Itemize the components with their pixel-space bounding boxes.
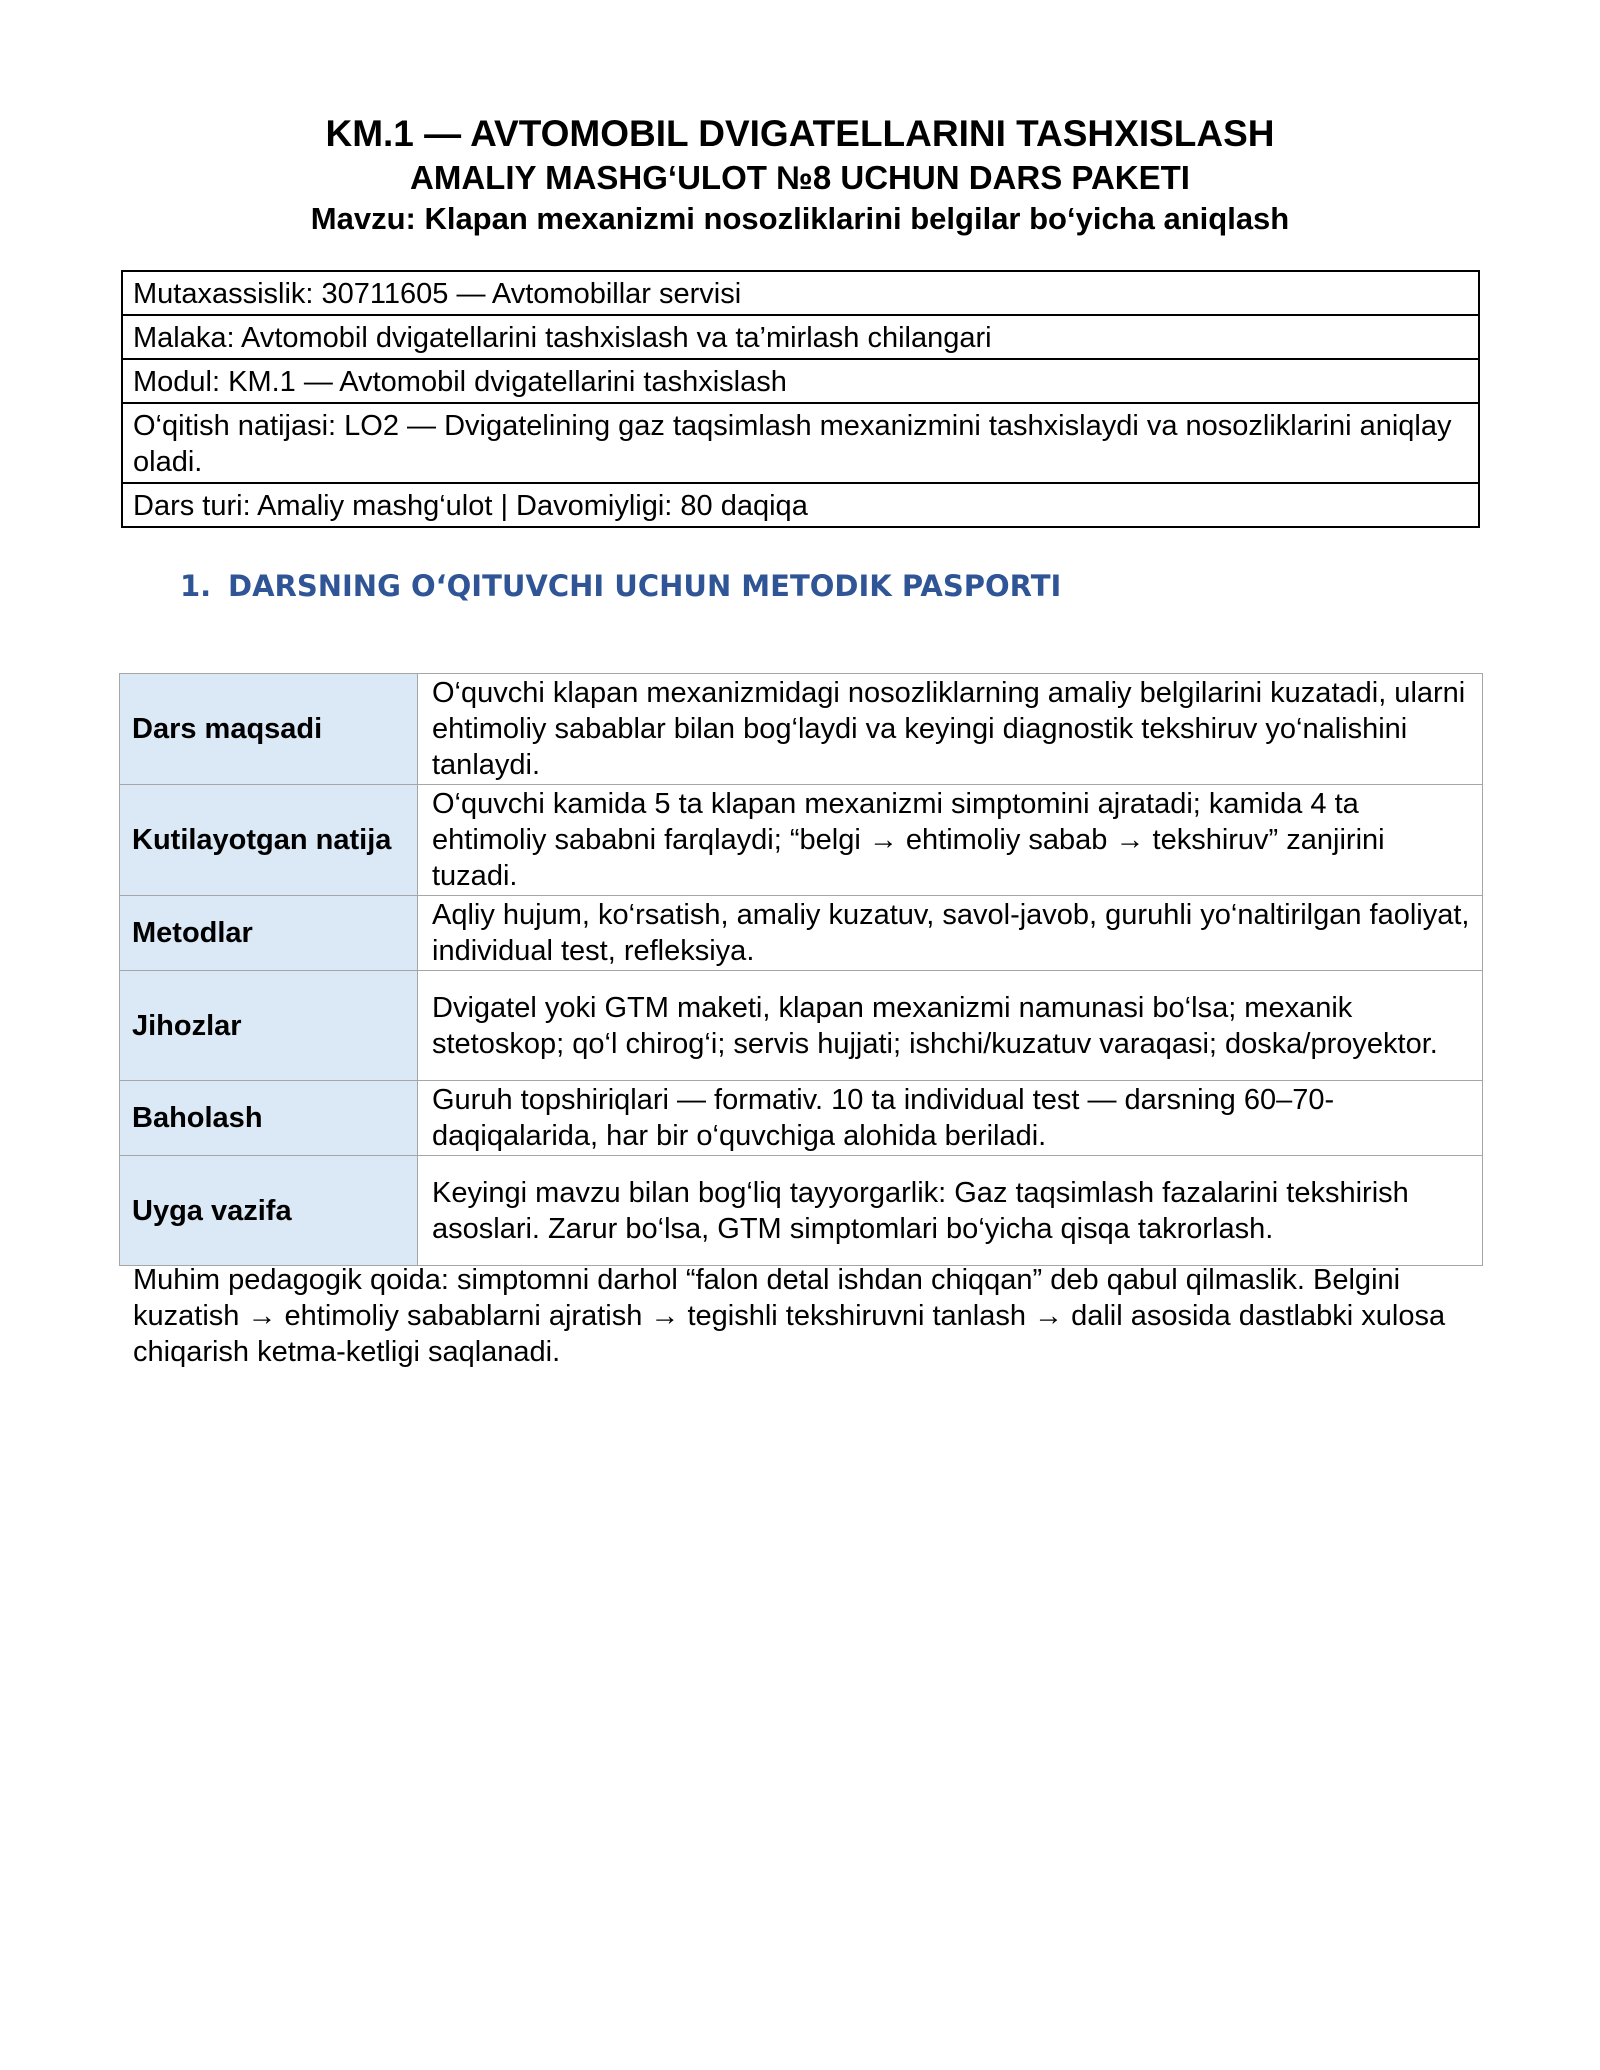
- passport-label: Kutilayotgan natija: [120, 785, 418, 896]
- info-table: [121, 270, 1480, 528]
- passport-value: Dvigatel yoki GTM maketi, klapan mexanizmi namunasi bo‘lsa; mexanik stetoskop; qo‘l chirog‘i; servis hujjati; ishchi/kuzatuv varaqasi; doska/proyektor.: [418, 971, 1483, 1081]
- document-title: KM.1 — AVTOMOBIL DVIGATELLARINI TASHXISLASH: [325, 113, 1275, 154]
- passport-row: [120, 674, 1483, 785]
- section-title: DARSNING O‘QITUVCHI UCHUN METODIK PASPORTI: [228, 569, 1062, 603]
- info-cell: Modul: KM.1 — Avtomobil dvigatellarini tashxislash: [122, 359, 1479, 403]
- passport-label: Metodlar: [120, 896, 418, 971]
- info-cell: O‘qitish natijasi: LO2 — Dvigatelining gaz taqsimlash mexanizmini tashxislaydi va nosozliklarini aniqlay oladi.: [122, 403, 1479, 483]
- passport-label: Baholash: [120, 1081, 418, 1156]
- passport-label: Uyga vazifa: [120, 1156, 418, 1266]
- passport-label: Dars maqsadi: [120, 674, 418, 785]
- passport-value: Keyingi mavzu bilan bog‘liq tayyorgarlik: Gaz taqsimlash fazalarini tekshirish asoslari. Zarur bo‘lsa, GTM simptomlari bo‘yicha qisqa takrorlash.: [418, 1156, 1483, 1266]
- passport-row: [120, 1156, 1483, 1266]
- passport-row: [120, 1081, 1483, 1156]
- passport-table: [119, 673, 1483, 1266]
- info-row-module: [122, 359, 1479, 403]
- passport-label: Jihozlar: [120, 971, 418, 1081]
- document-subtitle: AMALIY MASHG‘ULOT №8 UCHUN DARS PAKETI: [410, 159, 1190, 196]
- document-topic: Mavzu: Klapan mexanizmi nosozliklarini belgilar bo‘yicha aniqlash: [310, 201, 1290, 236]
- section-number: 1.: [180, 569, 212, 603]
- passport-value: O‘quvchi kamida 5 ta klapan mexanizmi simptomini ajratadi; kamida 4 ta ehtimoliy sababni farqlaydi; “belgi → ehtimoliy sabab → tekshiruv” zanjirini tuzadi.: [418, 785, 1483, 896]
- passport-row: [120, 785, 1483, 896]
- passport-row: [120, 896, 1483, 971]
- info-cell: Mutaxassislik: 30711605 — Avtomobillar servisi: [122, 271, 1479, 315]
- info-cell: Malaka: Avtomobil dvigatellarini tashxislash va ta’mirlash chilangari: [122, 315, 1479, 359]
- section-heading: [180, 568, 1061, 604]
- passport-value: Guruh topshiriqlari — formativ. 10 ta individual test — darsning 60–70-daqiqalarida, har bir o‘quvchiga alohida beriladi.: [418, 1081, 1483, 1156]
- passport-value: O‘quvchi klapan mexanizmidagi nosozliklarning amaliy belgilarini kuzatadi, ularni ehtimoliy sabablar bilan bog‘laydi va keyingi diagnostik tekshiruv yo‘nalishini tanlaydi.: [418, 674, 1483, 785]
- info-row-lesson-type: [122, 483, 1479, 527]
- passport-value: Aqliy hujum, ko‘rsatish, amaliy kuzatuv, savol-javob, guruhli yo‘naltirilgan faoliyat, individual test, refleksiya.: [418, 896, 1483, 971]
- info-row-learning-outcome: [122, 403, 1479, 483]
- passport-row: [120, 971, 1483, 1081]
- info-row-specialty: [122, 271, 1479, 315]
- info-cell: Dars turi: Amaliy mashg‘ulot | Davomiyligi: 80 daqiqa: [122, 483, 1479, 527]
- info-row-qualification: [122, 315, 1479, 359]
- pedagogical-note: Muhim pedagogik qoida: simptomni darhol “falon detal ishdan chiqqan” deb qabul qilmaslik. Belgini kuzatish → ehtimoliy sabablarni ajratish → tegishli tekshiruvni tanlash → dalil asosida dastlabki xulosa chiqarish ketma-ketligi saqlanadi.: [133, 1264, 1446, 1368]
